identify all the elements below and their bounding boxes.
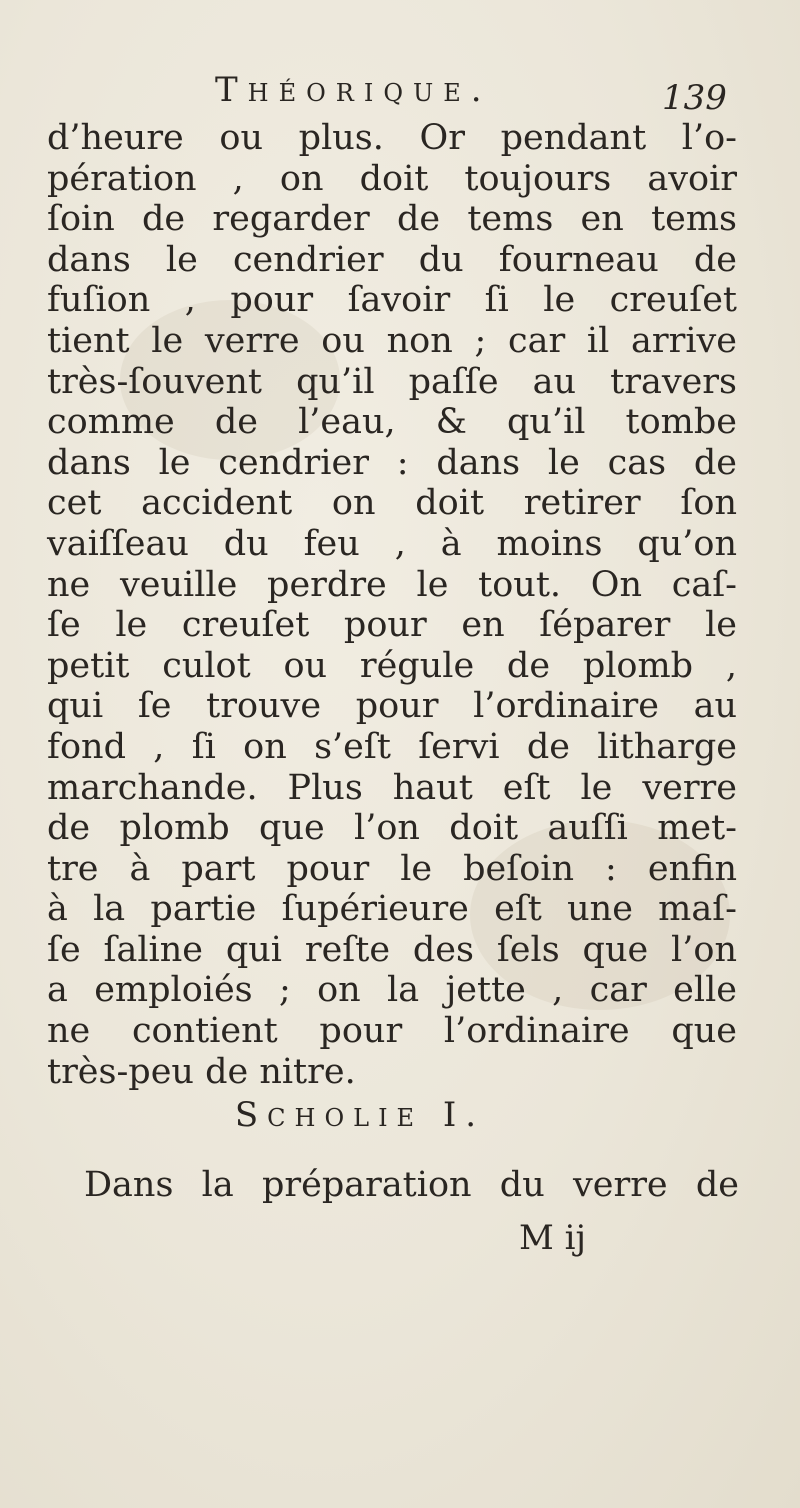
body-text	[47, 118, 737, 1092]
page-number: 139	[662, 78, 727, 118]
text-line: ſoin de regarder de tems en tems	[47, 199, 737, 240]
text-line: a emploiés ; on la jette , car elle	[47, 970, 737, 1011]
text-line: ne contient pour l’ordinaire que	[47, 1011, 737, 1052]
text-line: pération , on doit toujours avoir	[47, 158, 737, 199]
text-line: marchande. Plus haut eſt le verre	[47, 767, 737, 808]
text-line: tre à part pour le beſoin : enfin	[47, 848, 737, 889]
text-line: de plomb que l’on doit auſſi met-	[47, 808, 737, 849]
section-heading-text: Scholie I.	[234, 1095, 486, 1135]
running-title: Théorique.	[215, 70, 492, 110]
text-line: cet accident on doit retirer ſon	[47, 483, 737, 524]
text-line: ſe le creuſet pour en ſéparer le	[47, 605, 737, 646]
text-line: très-peu de nitre.	[47, 1051, 356, 1092]
text-line: dans le cendrier : dans le cas de	[47, 442, 737, 483]
text-line: comme de l’eau, & qu’il tombe	[47, 402, 737, 443]
text-line: tient le verre ou non ; car il arrive	[47, 320, 737, 361]
section-heading	[0, 1095, 800, 1135]
paragraph-start: Dans la préparation du verre de	[84, 1165, 739, 1205]
text-line: fuſion , pour ſavoir ſi le creuſet	[47, 280, 737, 321]
text-line: qui ſe trouve pour l’ordinaire au	[47, 686, 737, 727]
text-line: petit culot ou régule de plomb ,	[47, 645, 737, 686]
signature-mark: M ij	[519, 1218, 587, 1258]
text-line: ſe ſaline qui reſte des ſels que l’on	[47, 929, 737, 970]
text-line: d’heure ou plus. Or pendant l’o-	[47, 118, 737, 158]
text-line: à la partie ſupérieure eſt une maſ-	[47, 889, 737, 930]
text-line: vaiſſeau du feu , à moins qu’on	[47, 523, 737, 564]
text-line: fond , ſi on s’eſt ſervi de litharge	[47, 726, 737, 767]
text-line: très-ſouvent qu’il paſſe au travers	[47, 361, 737, 402]
running-head	[0, 70, 800, 118]
text-line: dans le cendrier du fourneau de	[47, 239, 737, 280]
text-line: ne veuille perdre le tout. On caſ-	[47, 564, 737, 605]
